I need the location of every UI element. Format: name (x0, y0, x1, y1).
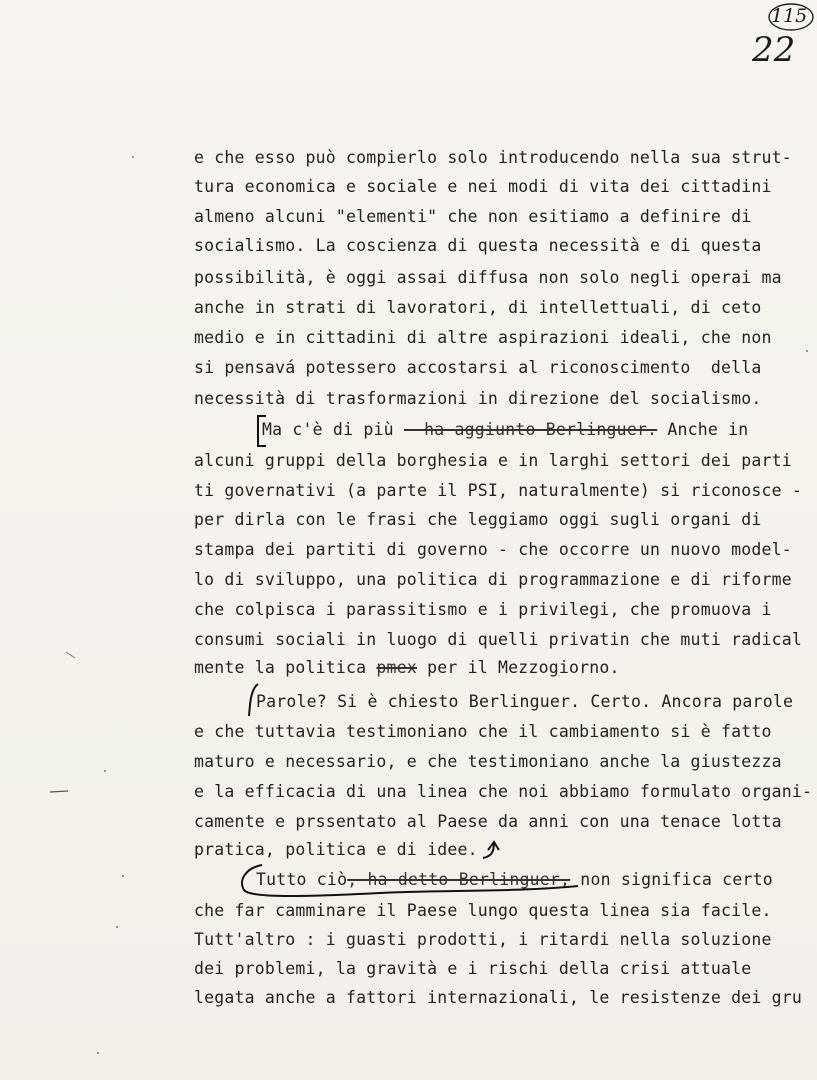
speck (806, 350, 808, 352)
text-line: camente e prssentato al Paese da anni con una tenace lotta (194, 812, 782, 831)
text-line: si pensavá potessero accostarsi al riconoscimento della (194, 358, 762, 377)
text-line: maturo e necessario, e che testimoniano anche la giustezza (194, 752, 782, 771)
line-text: Anche in (657, 420, 749, 439)
speck (122, 875, 124, 877)
text-line: socialismo. La coscienza di questa necessità e di questa (194, 236, 762, 255)
margin-mark (66, 652, 75, 658)
line-text: per il Mezzogiorno. (416, 658, 620, 677)
text-line: anche in strati di lavoratori, di intellettuali, di ceto (194, 298, 762, 317)
text-line: e la efficacia di una linea che noi abbiamo formulato organi- (194, 782, 813, 801)
line-text: Ma c'è di più (262, 420, 404, 439)
text-line: pratica, politica e di idee. (194, 840, 478, 859)
struck-text: - ha aggiunto Berlinguer. (403, 420, 658, 439)
text-line: per dirla con le frasi che leggiamo oggi sugli organi di (194, 510, 762, 529)
text-line: tura economica e sociale e nei modi di vita dei cittadini (194, 177, 772, 196)
text-line: ti governativi (a parte il PSI, naturalmente) si riconosce - (194, 481, 803, 500)
text-line: Tutt'altro : i guasti prodotti, i ritardi nella soluzione (194, 930, 772, 949)
line-text: Tutto ciò (256, 870, 348, 889)
speck (116, 926, 118, 928)
arrow-mark (483, 842, 499, 858)
text-line: legata anche a fattori internazionali, le resistenze dei gru (194, 988, 803, 1007)
circle-mark (769, 4, 813, 30)
loop-mark (242, 865, 578, 896)
text-line: che far camminare il Paese lungo questa linea sia facile. (194, 901, 772, 920)
bracket-mark (258, 416, 266, 446)
bracket-mark (249, 684, 258, 716)
text-line: che colpisca i parassitismo e i privilegi, che promuova i (194, 600, 772, 619)
text-line: stampa dei partiti di governo - che occorre un nuovo model- (194, 540, 792, 559)
text-line: e che esso può compierlo solo introducendo nella sua strut- (194, 148, 792, 167)
line-text: non significa certo (570, 870, 773, 889)
struck-text: pmex (376, 658, 417, 677)
text-line: lo di sviluppo, una politica di programmazione e di riforme (194, 570, 792, 589)
line-text: mente la politica (194, 658, 377, 677)
text-line: medio e in cittadini di altre aspirazioni ideali, che non (194, 328, 772, 347)
archive-number: 115 (771, 5, 808, 27)
speck (97, 1052, 99, 1054)
text-line: almeno alcuni "elementi" che non esitiamo a definire di (194, 207, 752, 226)
text-line: Parole? Si è chiesto Berlinguer. Certo. Ancora parole (256, 692, 794, 711)
text-line: alcuni gruppi della borghesia e in larghi settori dei parti (194, 451, 792, 470)
text-line: possibilità, è oggi assai diffusa non solo negli operai ma (194, 268, 782, 287)
speck (132, 156, 134, 158)
text-line: consumi sociali in luogo di quelli privatin che muti radical (194, 630, 803, 649)
text-line: dei problemi, la gravità e i rischi della crisi attuale (194, 959, 752, 978)
page-number: 22 (752, 30, 796, 70)
margin-mark (50, 791, 68, 792)
text-line: necessità di trasformazioni in direzione del socialismo. (194, 389, 762, 408)
speck (104, 770, 106, 772)
text-line: e che tuttavia testimoniano che il cambiamento si è fatto (194, 722, 772, 741)
struck-text: , ha detto Berlinguer, (347, 870, 571, 889)
